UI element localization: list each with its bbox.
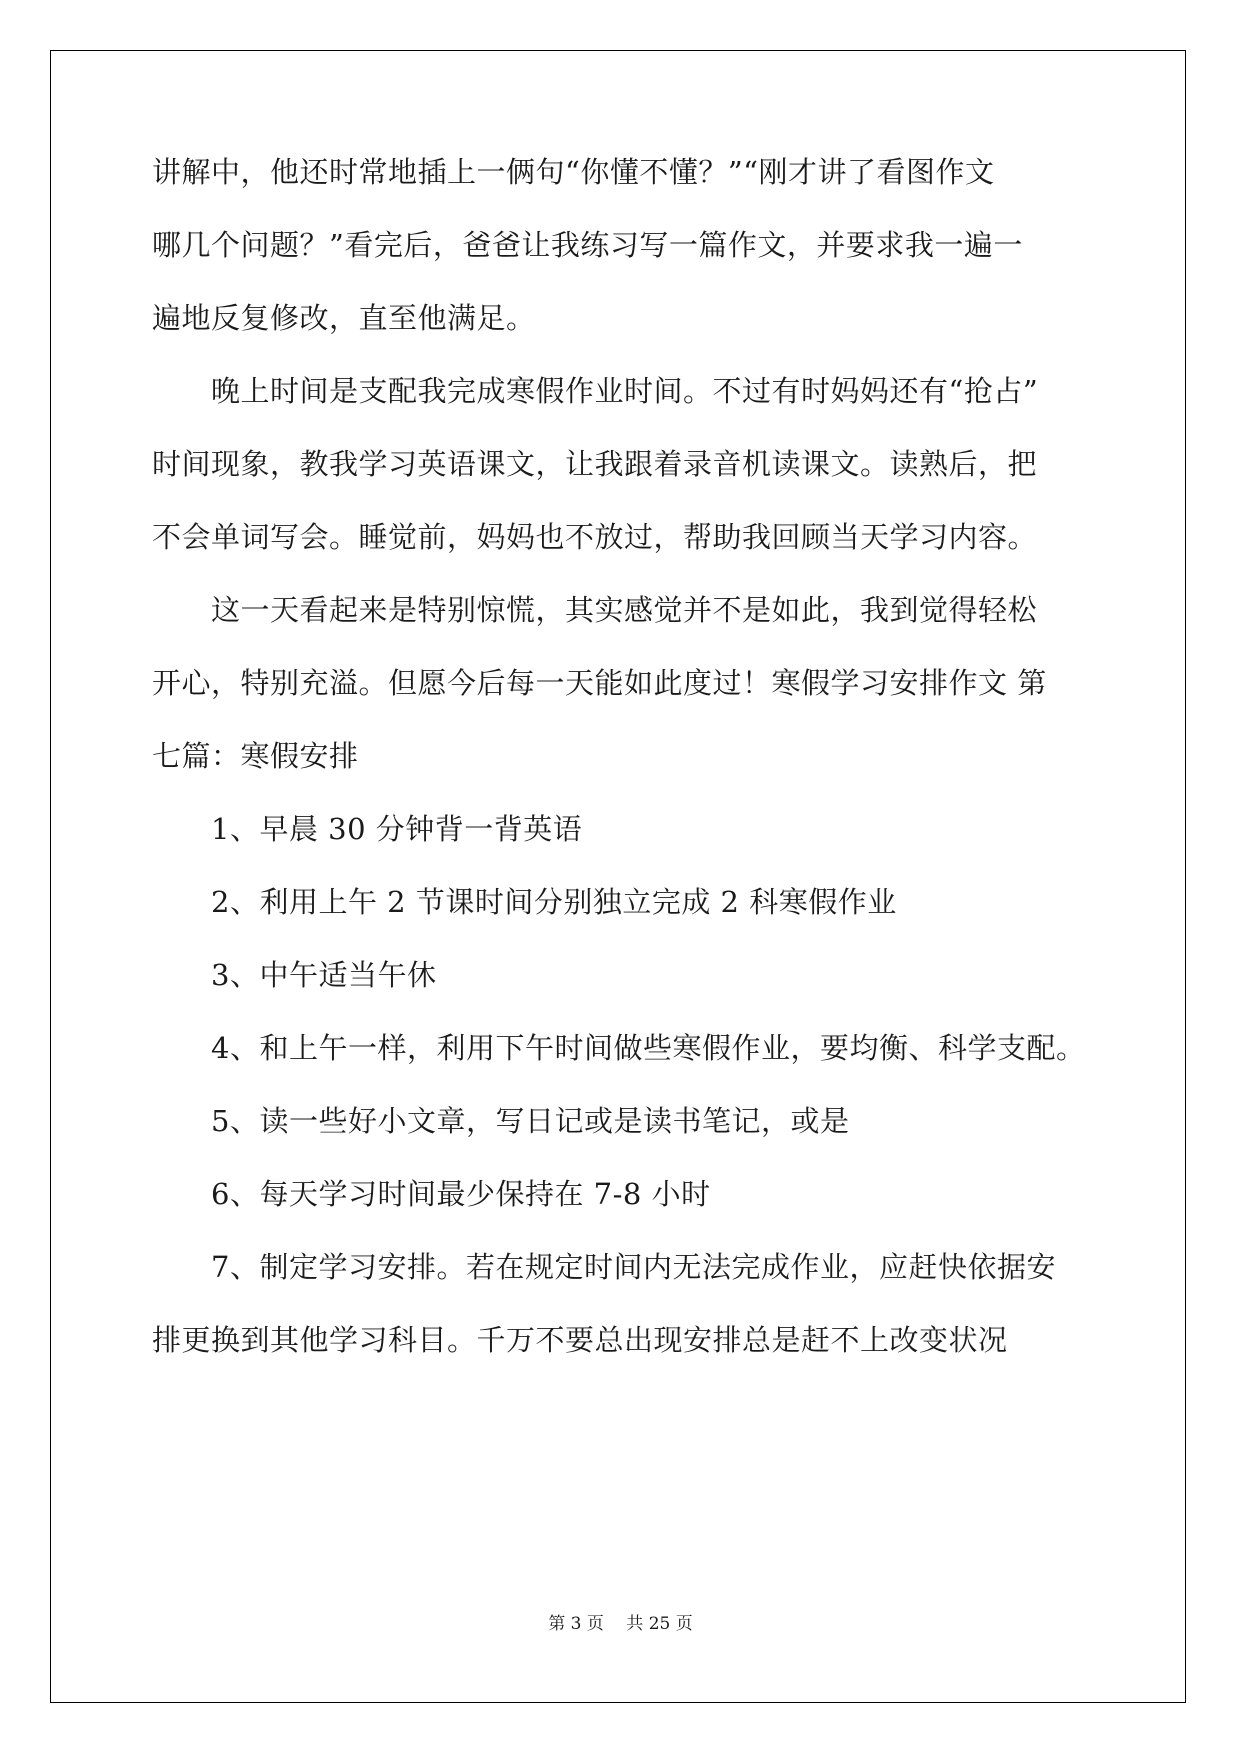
list-item: 7、制定学习安排。若在规定时间内无法完成作业，应赶快依据安 [152,1250,1056,1284]
body-line: 哪几个问题？”看完后，爸爸让我练习写一篇作文，并要求我一遍一 [152,228,1023,262]
list-item: 5、读一些好小文章，写日记或是读书笔记，或是 [152,1104,850,1138]
list-item: 3、中午适当午休 [152,958,437,992]
body-line: 不会单词写会。睡觉前，妈妈也不放过，帮助我回顾当天学习内容。 [152,520,1038,554]
body-line: 讲解中，他还时常地插上一俩句“你懂不懂？”“刚才讲了看图作文 [152,155,995,189]
body-line: 排更换到其他学习科目。千万不要总出现安排总是赶不上改变状况 [152,1323,1008,1357]
body-line: 开心，特别充溢。但愿今后每一天能如此度过！寒假学习安排作文 第 [152,666,1047,700]
body-line: 七篇：寒假安排 [152,739,359,773]
list-item: 2、利用上午 2 节课时间分别独立完成 2 科寒假作业 [152,885,897,919]
body-line: 这一天看起来是特别惊慌，其实感觉并不是如此，我到觉得轻松 [152,593,1038,627]
body-line: 时间现象，教我学习英语课文，让我跟着录音机读课文。读熟后，把 [152,447,1038,481]
body-line: 遍地反复修改，直至他满足。 [152,301,536,335]
page-number-footer: 第 3 页 共 25 页 [548,1614,693,1634]
body-line: 晚上时间是支配我完成寒假作业时间。不过有时妈妈还有“抢占” [152,374,1039,408]
list-item: 6、每天学习时间最少保持在 7-8 小时 [152,1177,711,1211]
list-item: 1、早晨 30 分钟背一背英语 [152,812,583,846]
list-item: 4、和上午一样，利用下午时间做些寒假作业，要均衡、科学支配。 [152,1031,1086,1065]
